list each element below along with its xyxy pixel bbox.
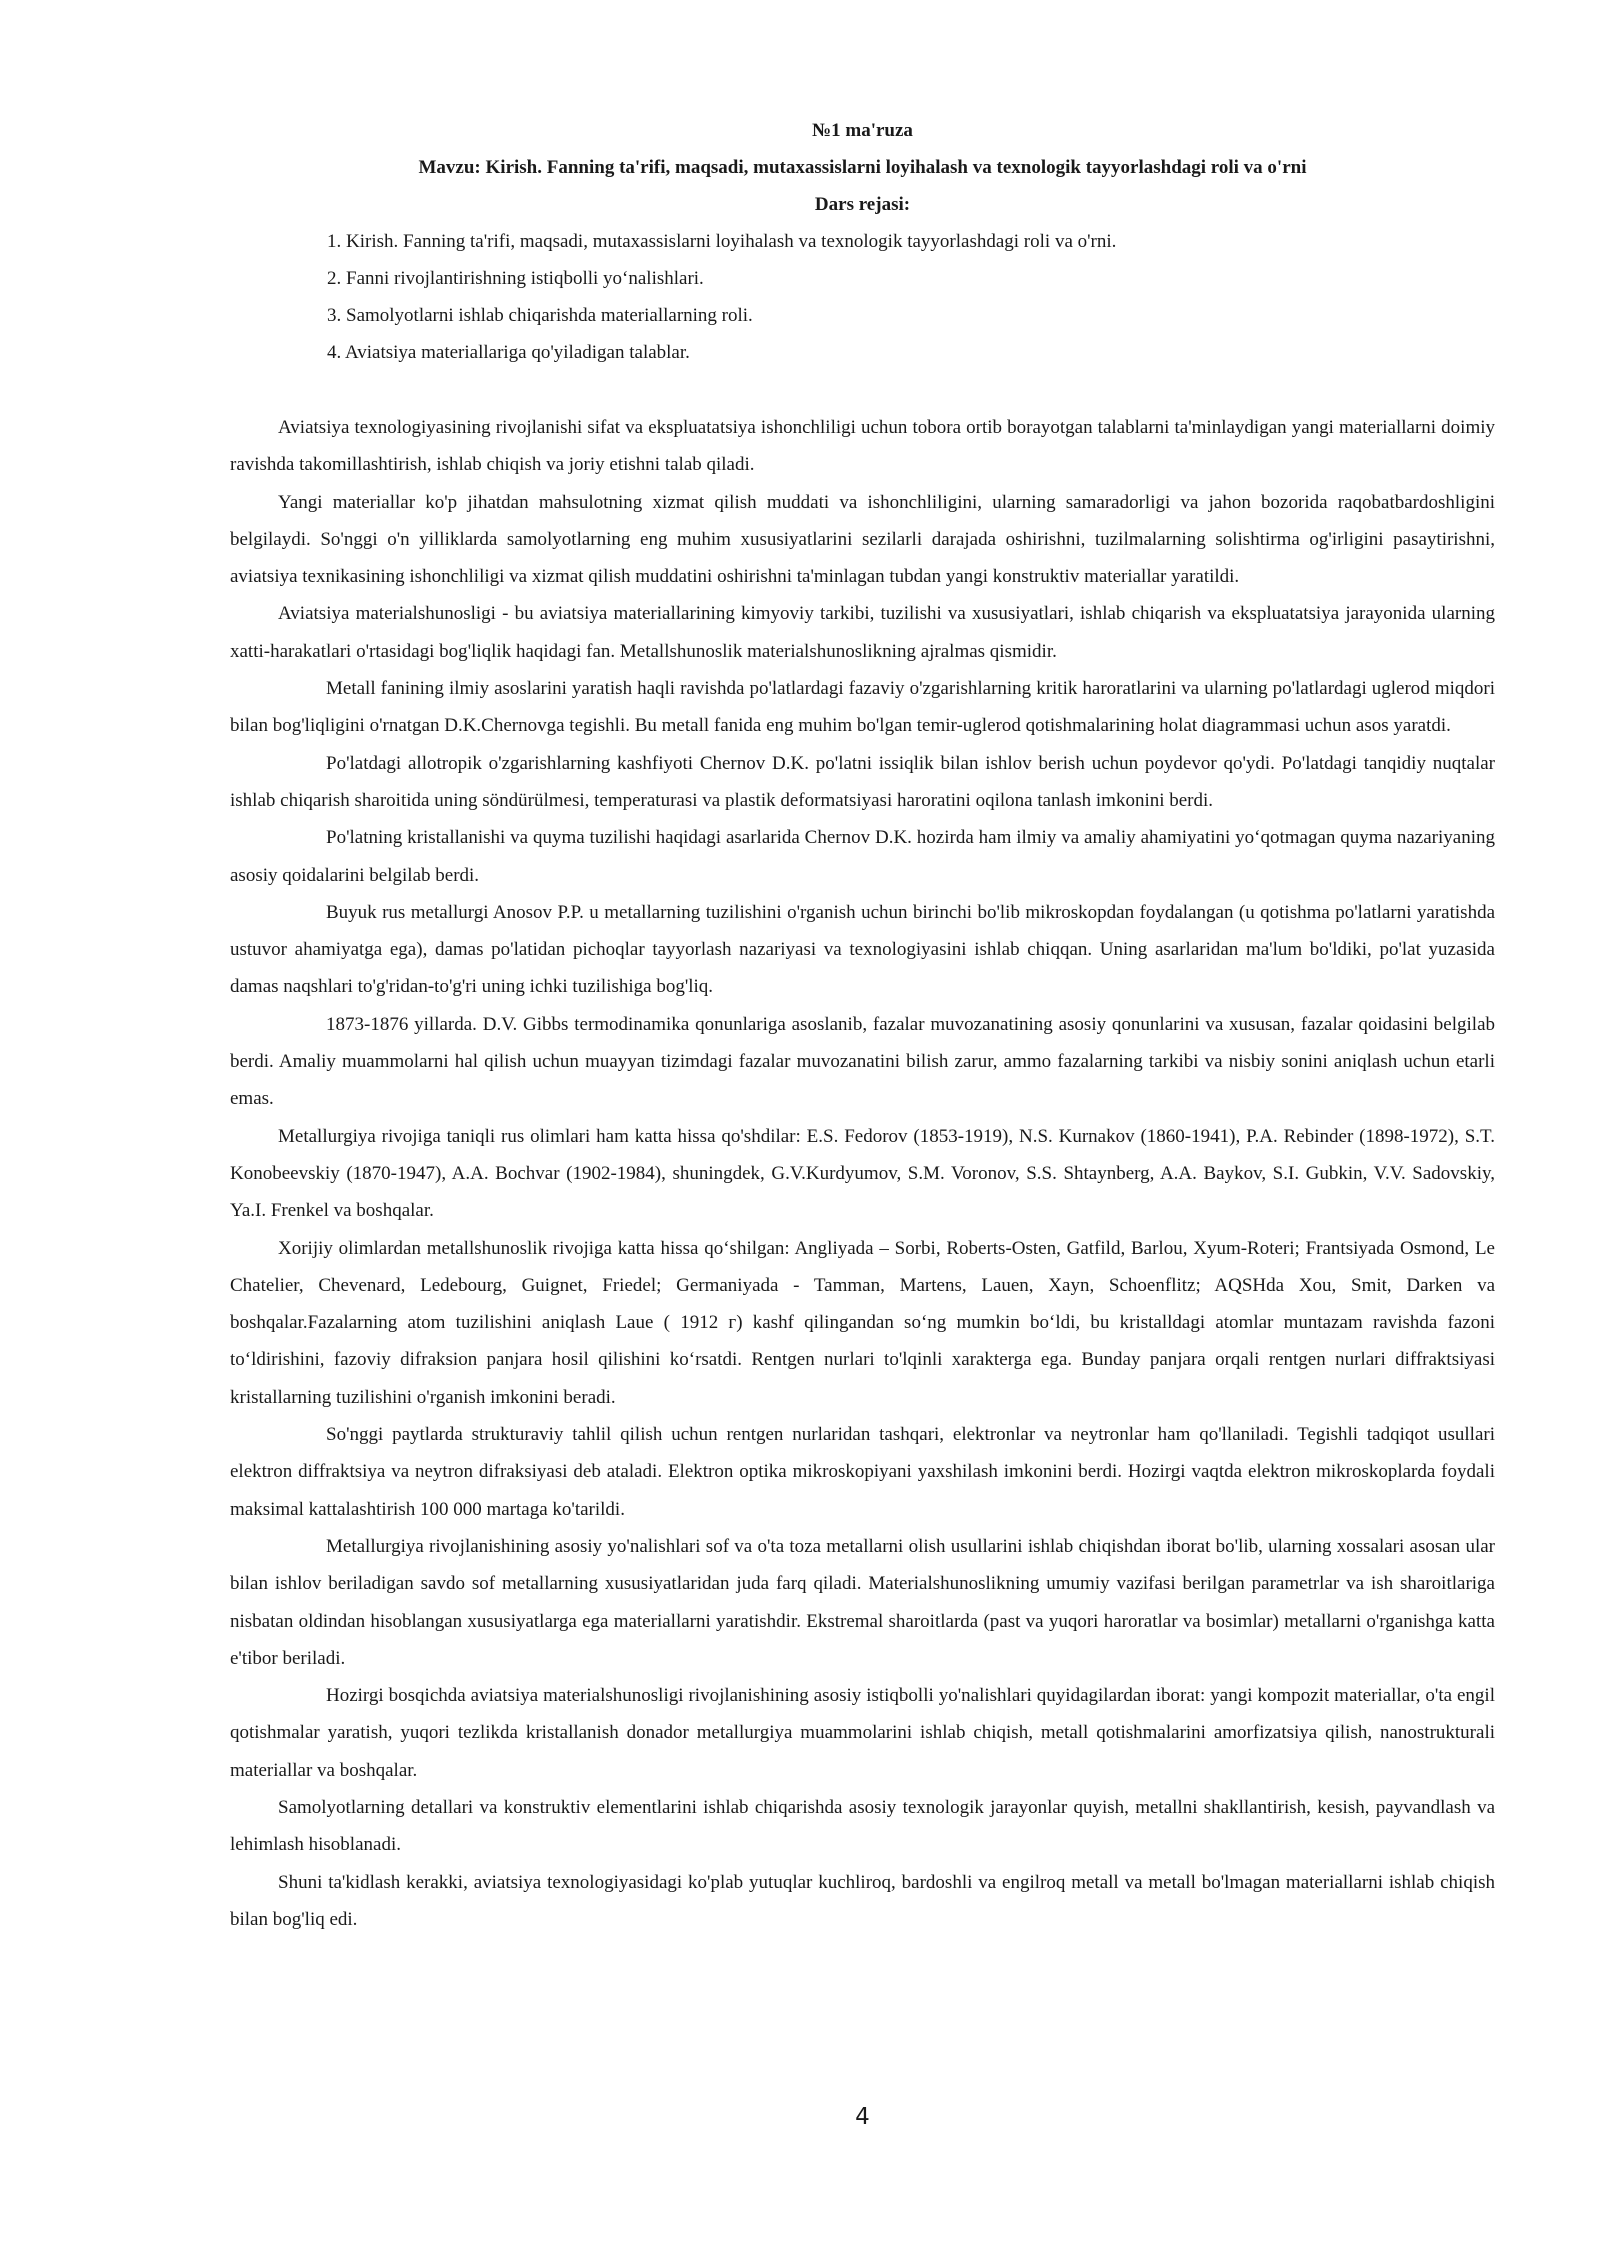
- paragraph: Shuni ta'kidlash kerakki, aviatsiya texnologiyasidagi ko'plab yutuqlar kuchliroq, bardoshli va engilroq metall va metall bo'lmagan materiallarni ishlab chiqish bilan bog'liq edi.: [230, 1871, 1495, 1930]
- lecture-header: [230, 112, 1495, 223]
- lesson-plan: [230, 223, 1495, 371]
- paragraph: Samolyotlarning detallari va konstruktiv elementlarini ishlab chiqarishda asosiy texnologik jarayonlar quyish, metallni shakllantirish, kesish, payvandlash va lehimlash hisoblanadi.: [230, 1796, 1495, 1856]
- paragraph: Hozirgi bosqichda aviatsiya materialshunosligi rivojlanishining asosiy istiqbolli yo'nalishlari quyidagilardan iborat: yangi kompozit materiallar, o'ta engil qotishmalar yaratish, yuqori tezlikda kristallanish donador metallurgiya muammolarini ishlab chiqish, metall qotishmalarini amorfizatsiya qilish, nanostrukturali materiallar va boshqalar.: [230, 1685, 1495, 1781]
- plan-item: 1. Kirish. Fanning ta'rifi, maqsadi, mutaxassislarni loyihalash va texnologik tayyorlashdagi roli va o'rni.: [327, 231, 1117, 252]
- paragraph: Aviatsiya materialshunosligi - bu aviatsiya materiallarining kimyoviy tarkibi, tuzilishi va xususiyatlari, ishlab chiqarish va ekspluatatsiya jarayonida ularning xatti-harakatlari o'rtasidagi bog'liqlik haqidagi fan. Metallshunoslik materialshunoslikning ajralmas qismidir.: [230, 603, 1495, 662]
- plan-item: 3. Samolyotlarni ishlab chiqarishda materiallarning roli.: [327, 305, 753, 326]
- page-number: 4: [855, 2104, 870, 2130]
- paragraph: Po'latdagi allotropik o'zgarishlarning kashfiyoti Chernov D.K. po'latni issiqlik bilan ishlov berish uchun poydevor qo'ydi. Po'latdagi tanqidiy nuqtalar ishlab chiqarish sharoitida uning söndürülmesi, temperaturasi va plastik deformatsiyasi haroratini oqilona tanlash imkonini berdi.: [230, 752, 1495, 811]
- paragraph: Metall fanining ilmiy asoslarini yaratish haqli ravishda po'latlardagi fazaviy o'zgarishlarning kritik haroratlarini va ularning po'latlardagi uglerod miqdori bilan bog'liqligini o'rnatgan D.K.Chernovga tegishli. Bu metall fanida eng muhim bo'lgan temir-uglerod qotishmalarining holat diagrammasi uchun asos yaratdi.: [230, 678, 1495, 737]
- plan-item: 4. Aviatsiya materiallariga qo'yiladigan talablar.: [327, 342, 690, 363]
- paragraph: Po'latning kristallanishi va quyma tuzilishi haqidagi asarlarida Chernov D.K. hozirda ham ilmiy va amaliy ahamiyatini yo‘qotmagan quyma nazariyaning asosiy qoidalarini belgilab berdi.: [230, 827, 1495, 886]
- lecture-topic: Mavzu: Kirish. Fanning ta'rifi, maqsadi, mutaxassislarni loyihalash va texnologik tayyorlashdagi roli va o'rni: [418, 157, 1307, 178]
- paragraph: So'nggi paytlarda strukturaviy tahlil qilish uchun rentgen nurlaridan tashqari, elektronlar va neytronlar ham qo'llaniladi. Tegishli tadqiqot usullari elektron diffraktsiya va neytron difraksiyasi deb ataladi. Elektron optika mikroskopiyani yaxshilash imkonini berdi. Hozirgi vaqtda elektron mikroskoplarda foydali maksimal kattalashtirish 100 000 martaga ko'tarildi.: [230, 1424, 1495, 1520]
- document-body: [230, 409, 1495, 1938]
- paragraph: Metallurgiya rivojiga taniqli rus olimlari ham katta hissa qo'shdilar: E.S. Fedorov (1853-1919), N.S. Kurnakov (1860-1941), P.A. Rebinder (1898-1972), S.T. Konobeevskiy (1870-1947), A.A. Bochvar (1902-1984), shuningdek, G.V.Kurdyumov, S.M. Voronov, S.S. Shtaynberg, A.A. Baykov, S.I. Gubkin, V.V. Sadovskiy, Ya.I. Frenkel va boshqalar.: [230, 1125, 1495, 1222]
- plan-item: 2. Fanni rivojlantirishning istiqbolli yo‘nalishlari.: [327, 268, 704, 289]
- paragraph: Aviatsiya texnologiyasining rivojlanishi sifat va ekspluatatsiya ishonchliligi uchun tobora ortib borayotgan talablarni ta'minlaydigan yangi materiallarni doimiy ravishda takomillashtirish, ishlab chiqish va joriy etishni talab qiladi.: [230, 417, 1495, 476]
- paragraph: Metallurgiya rivojlanishining asosiy yo'nalishlari sof va o'ta toza metallarni olish usullarini ishlab chiqishdan iborat bo'lib, ularning xossalari asosan ular bilan ishlov beriladigan savdo sof metallarning xususiyatlaridan juda farq qiladi. Materialshunoslikning umumiy vazifasi berilgan parametrlar va ish sharoitlariga nisbatan oldindan hisoblangan xususiyatlarga ega materiallarni yaratishdir. Ekstremal sharoitlarda (past va yuqori haroratlar va bosimlar) metallarni o'rganishga katta e'tibor beriladi.: [230, 1535, 1495, 1669]
- paragraph: Buyuk rus metallurgi Anosov P.P. u metallarning tuzilishini o'rganish uchun birinchi bo'lib mikroskopdan foydalangan (u qotishma po'latlarni yaratishda ustuvor ahamiyatga ega), damas po'latidan pichoqlar tayyorlash nazariyasi va texnologiyasini ishlab chiqqan. Uning asarlaridan ma'lum bo'ldiki, po'lat yuzasida damas naqshlari to'g'ridan-to'g'ri uning ichki tuzilishiga bog'liq.: [230, 901, 1495, 998]
- paragraph: Xorijiy olimlardan metallshunoslik rivojiga katta hissa qo‘shilgan: Angliyada – Sorbi, Roberts-Osten, Gatfild, Barlou, Xyum-Roteri; Frantsiyada Osmond, Le Chatelier, Chevenard, Ledebourg, Guignet, Friedel; Germaniyada - Tamman, Martens, Lauen, Xayn, Schoenflitz; AQSHda Xou, Smit, Darken va boshqalar.Fazalarning atom tuzilishini aniqlash Laue ( 1912 г) kashf qilingandan so‘ng mumkin bo‘ldi, bu kristalldagi atomlar muntazam ravishda fazoni to‘ldirishini, fazoviy difraksion panjara hosil qilishini ko‘rsatdi. Rentgen nurlari to'lqinli xarakterga ega. Bunday panjara orqali rentgen nurlari diffraktsiyasi kristallarning tuzilishini o'rganish imkonini beradi.: [230, 1237, 1495, 1408]
- paragraph: Yangi materiallar ko'p jihatdan mahsulotning xizmat qilish muddati va ishonchliligini, ularning samaradorligi va jahon bozorida raqobatbardoshligini belgilaydi. So'nggi o'n yilliklarda samolyotlarning eng muhim xususiyatlarini sezilarli darajada oshirishni, tuzilmalarning solishtirma og'irligini pasaytirishni, aviatsiya texnikasining ishonchliligi va xizmat qilish muddatini oshirishni ta'minlagan tubdan yangi konstruktiv materiallar yaratildi.: [230, 491, 1495, 588]
- paragraph: 1873-1876 yillarda. D.V. Gibbs termodinamika qonunlariga asoslanib, fazalar muvozanatining asosiy qonunlarini va xususan, fazalar qoidasini belgilab berdi. Amaliy muammolarni hal qilish uchun muayyan tizimdagi fazalar muvozanatini bilish zarur, ammo fazalarning tarkibi va nisbiy sonini aniqlash uchun etarli emas.: [230, 1013, 1495, 1110]
- lecture-number: №1 ma'ruza: [812, 120, 913, 141]
- plan-title: Dars rejasi:: [814, 194, 911, 215]
